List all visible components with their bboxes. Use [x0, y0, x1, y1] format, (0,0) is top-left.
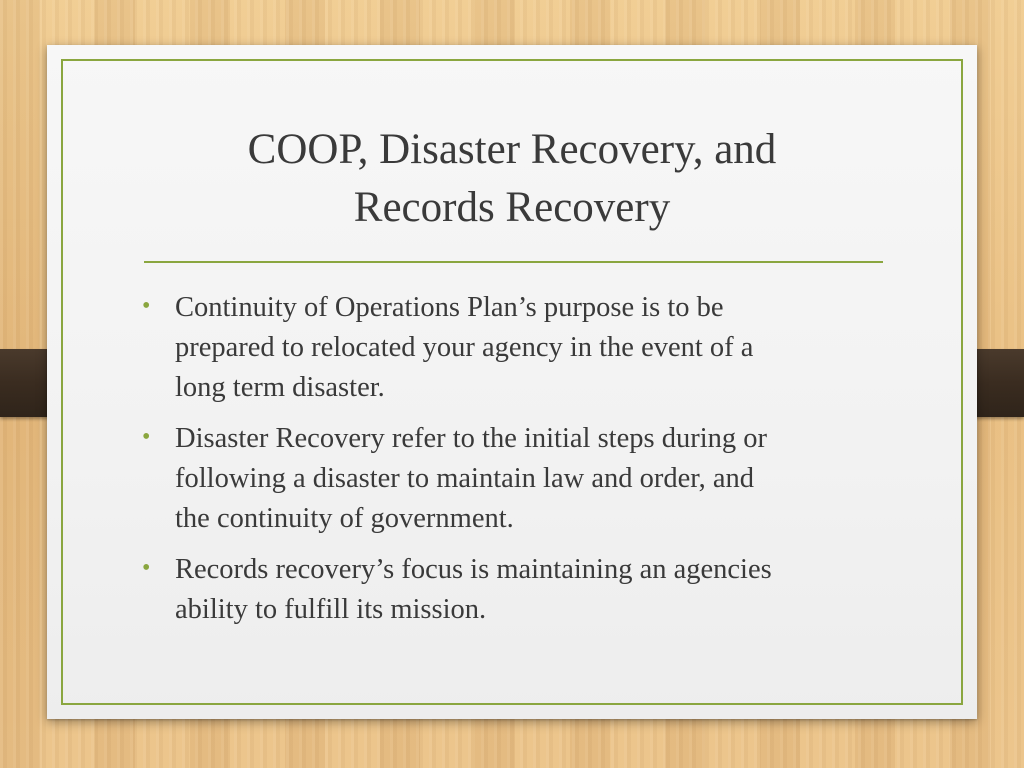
- slide-title-line-2: Records Recovery: [353, 184, 671, 231]
- slide-title: [143, 121, 881, 237]
- bullet-item-coop: [139, 288, 879, 408]
- bullet-line: following a disaster to maintain law and order, and: [175, 463, 754, 494]
- bullet-line: long term disaster.: [175, 372, 385, 403]
- bullet-item-records-recovery: [139, 550, 879, 630]
- bullet-line: Records recovery’s focus is maintaining an agencies: [175, 554, 772, 585]
- bullet-line: prepared to relocated your agency in the event of a: [175, 332, 754, 363]
- slide-title-line-1: COOP, Disaster Recovery, and: [247, 126, 777, 173]
- bullet-list: [139, 288, 879, 641]
- bullet-text: [175, 419, 879, 539]
- bullet-line: Continuity of Operations Plan’s purpose is to be: [175, 292, 724, 323]
- bullet-dot-icon: •: [142, 555, 151, 581]
- bullet-line: the continuity of government.: [175, 503, 514, 534]
- bullet-item-disaster-recovery: [139, 419, 879, 539]
- bullet-text: [175, 550, 879, 630]
- slide-card: [47, 45, 977, 719]
- bullet-line: ability to fulfill its mission.: [175, 594, 487, 625]
- title-divider: [144, 261, 883, 263]
- bullet-line: Disaster Recovery refer to the initial steps during or: [175, 423, 767, 454]
- bullet-text: [175, 288, 879, 408]
- bullet-dot-icon: •: [142, 424, 151, 450]
- bullet-dot-icon: •: [142, 293, 151, 319]
